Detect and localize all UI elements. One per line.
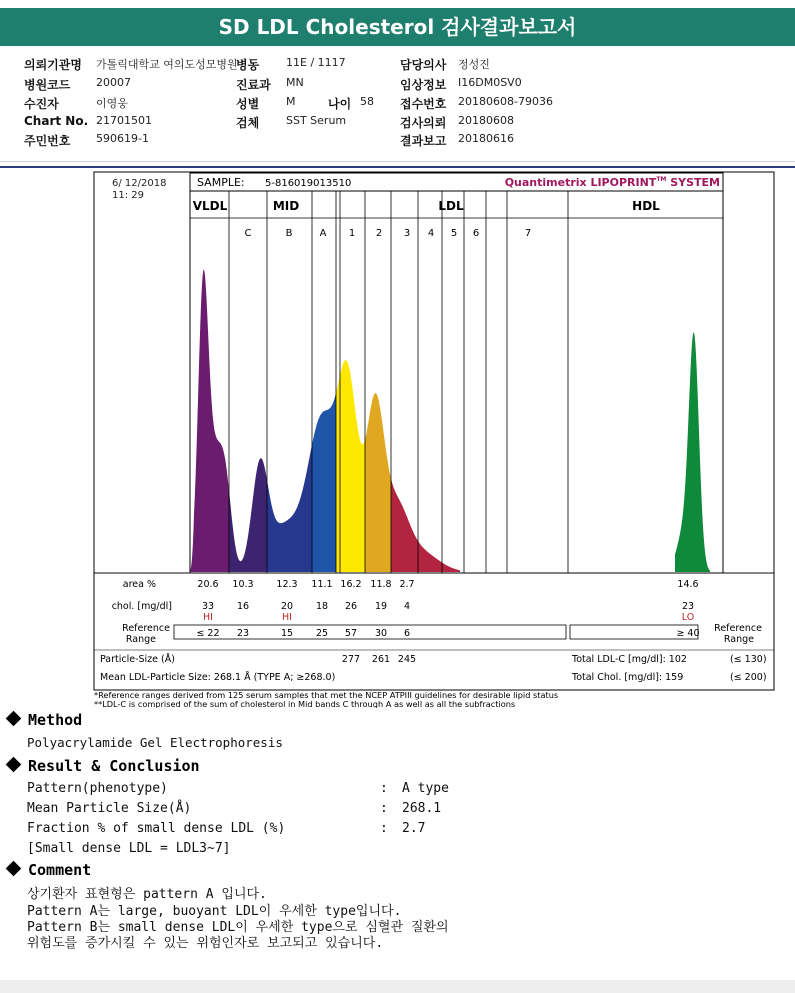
flag-value: HI [203, 612, 213, 623]
info-key: 결과보고 [400, 134, 447, 148]
sample-label: SAMPLE: [197, 176, 245, 189]
area-value: 20.6 [197, 579, 219, 590]
area-value: 2.7 [399, 579, 415, 590]
particle-value: 261 [371, 654, 391, 665]
info-value: MN [286, 76, 304, 89]
info-value: I16DM0SV0 [458, 76, 522, 89]
method-heading [6, 711, 82, 729]
ref-value: 57 [344, 628, 358, 639]
band-label: 4 [427, 228, 435, 239]
info-value: 20180608 [458, 114, 514, 127]
result-value: 268.1 [402, 801, 442, 816]
band-label: A [319, 228, 327, 239]
row-label: Reference [714, 623, 762, 634]
footnote: *Reference ranges derived from 125 serum samples that met the NCEP ATPIII guidelines for desirable lipid status [94, 690, 559, 700]
comment-line: 상기환자 표현형은 pattern A 입니다. [27, 887, 267, 902]
flag-value: HI [282, 612, 292, 623]
ref-value: 23 [236, 628, 250, 639]
result-heading-text: Result & Conclusion [28, 757, 200, 775]
chol-value: 18 [315, 601, 329, 612]
band-label: 5 [450, 228, 458, 239]
particle-value: 245 [397, 654, 417, 665]
info-key: 병원코드 [24, 78, 71, 92]
diamond-icon [6, 861, 22, 877]
comment-line: Pattern A는 large, buoyant LDL이 우세한 type입니다. [27, 904, 402, 919]
result-sep: : [380, 821, 388, 836]
info-key: 수진자 [24, 97, 59, 111]
footer-bar [0, 980, 795, 993]
info-key: 성별 [236, 97, 260, 111]
method-text: Polyacrylamide Gel Electrophoresis [27, 735, 283, 750]
result-value: A type [402, 781, 449, 796]
info-key: 검체 [236, 116, 260, 130]
ref-value: 25 [315, 628, 329, 639]
result-note: [Small dense LDL = LDL3~7] [27, 841, 231, 856]
row-label: area % [122, 579, 156, 590]
area-value: 12.3 [276, 579, 298, 590]
band-label: 6 [472, 228, 480, 239]
result-key: Pattern(phenotype) [27, 781, 168, 796]
total-ldl: Total LDL-C [mg/dl]: 102 [572, 654, 687, 665]
chol-value: 19 [374, 601, 388, 612]
chol-value: 4 [403, 601, 411, 612]
info-key: Chart No. [24, 114, 89, 128]
info-key: 담당의사 [400, 58, 447, 72]
footnote: **LDL-C is comprised of the sum of cholesterol in Mid bands C through A as well as all the subfractions [94, 699, 516, 708]
row-label: Range [723, 634, 754, 645]
area-value: 16.2 [340, 579, 362, 590]
info-value: 590619-1 [96, 132, 149, 145]
group-label-mid: MID [272, 199, 300, 213]
report-title: SD LDL Cholesterol 검사결과보고서 [0, 8, 795, 46]
chol-value: 16 [236, 601, 250, 612]
info-value: 20007 [96, 76, 131, 89]
info-key: 임상정보 [400, 78, 447, 92]
diamond-icon [6, 711, 22, 727]
result-sep: : [380, 801, 388, 816]
group-label-hdl: HDL [632, 199, 660, 213]
particle-value: 277 [341, 654, 361, 665]
chol-value: 20 [280, 601, 294, 612]
info-key: 접수번호 [400, 97, 447, 111]
row-label: Range [125, 634, 156, 645]
band-label: B [285, 228, 293, 239]
ref-value: 15 [280, 628, 294, 639]
band-label: 7 [524, 228, 532, 239]
mean-size: Mean LDL-Particle Size: 268.1 Å (TYPE A; ≥268.0) [100, 672, 336, 683]
band-label: 1 [348, 228, 356, 239]
info-value: 58 [360, 95, 374, 108]
info-key: 병동 [236, 58, 260, 72]
result-value: 2.7 [402, 821, 426, 836]
result-sep: : [380, 781, 388, 796]
brand: Quantimetrix LIPOPRINT™ SYSTEM [504, 176, 720, 189]
info-key: 나이 [328, 97, 352, 111]
ref-value: 30 [374, 628, 388, 639]
info-value: M [286, 95, 296, 108]
comment-heading [6, 861, 91, 879]
chol-value: 23 [681, 601, 695, 612]
ref-value: 6 [403, 628, 411, 639]
comment-line: 위험도를 증가시킬 수 있는 위험인자로 보고되고 있습니다. [27, 936, 384, 951]
chol-value: 26 [344, 601, 358, 612]
diamond-icon [6, 757, 22, 773]
lipoprint-chart [90, 170, 776, 708]
band-label: 2 [375, 228, 383, 239]
sample-id: 5-816019013510 [265, 178, 352, 189]
result-key: Fraction % of small dense LDL (%) [27, 821, 286, 836]
divider [0, 161, 795, 162]
comment-heading-text: Comment [28, 861, 92, 879]
group-label-ldl: LDL [438, 199, 464, 213]
area-value: 11.1 [311, 579, 333, 590]
area-value: 11.8 [370, 579, 392, 590]
row-label: Particle-Size (Å) [100, 654, 175, 665]
divider [0, 166, 795, 168]
report-date: 6/ 12/2018 [112, 178, 167, 189]
ref-value: ≥ 40 [676, 628, 700, 639]
result-key: Mean Particle Size(Å) [27, 801, 192, 816]
area-value: 14.6 [677, 579, 699, 590]
group-label-vldl: VLDL [192, 199, 228, 213]
info-value: 이영웅 [96, 97, 128, 110]
ref-value: ≤ 22 [196, 628, 220, 639]
report-time: 11: 29 [112, 190, 144, 201]
info-value: 11E / 1117 [286, 56, 346, 69]
comment-line: Pattern B는 small dense LDL이 우세한 type으로 심혈관 질환의 [27, 920, 449, 935]
info-key: 의뢰기관명 [24, 58, 82, 72]
info-value: 20180608-79036 [458, 95, 553, 108]
total-chol-ref: (≤ 200) [730, 672, 767, 683]
info-value: SST Serum [286, 114, 347, 127]
total-ldl-ref: (≤ 130) [730, 654, 767, 665]
row-label: chol. [mg/dl] [111, 601, 172, 612]
info-value: 20180616 [458, 132, 514, 145]
info-value: 가톨릭대학교 여의도성모병원 [96, 58, 238, 71]
band-label: 3 [403, 228, 411, 239]
patient-info [0, 50, 795, 162]
band-label: C [244, 228, 252, 239]
flag-value: LO [681, 612, 695, 623]
info-key: 진료과 [236, 78, 271, 92]
method-heading-text: Method [28, 711, 83, 729]
total-chol: Total Chol. [mg/dl]: 159 [572, 672, 684, 683]
chol-value: 33 [201, 601, 215, 612]
info-key: 주민번호 [24, 134, 71, 148]
info-value: 21701501 [96, 114, 152, 127]
info-value: 정성진 [458, 58, 490, 71]
row-label: Reference [122, 623, 170, 634]
info-key: 검사의뢰 [400, 116, 447, 130]
area-value: 10.3 [232, 579, 254, 590]
result-heading [6, 757, 200, 775]
